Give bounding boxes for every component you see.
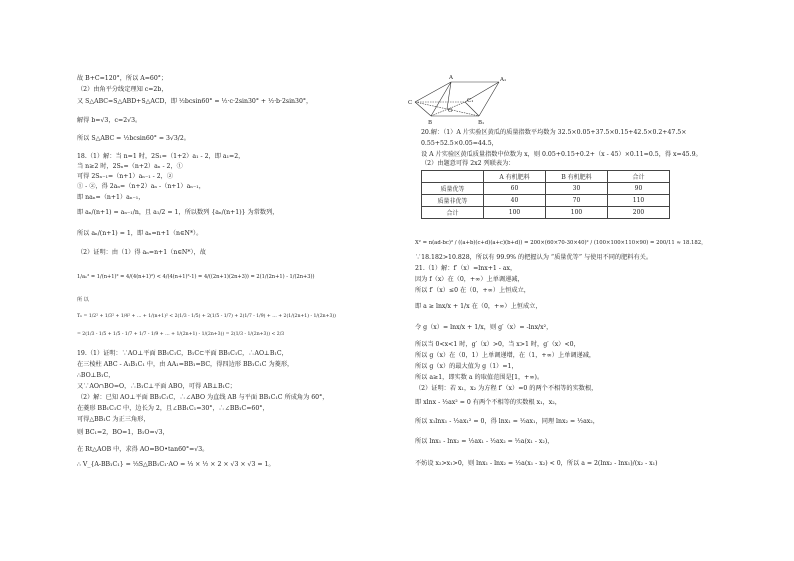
text-line: 所以 S△ABC = ½bcsin60° = 3√3/2。 bbox=[77, 135, 190, 142]
table-header-cell bbox=[422, 171, 484, 183]
table-header-cell: 合计 bbox=[608, 171, 670, 183]
text-line: 解得 b=√3，c=2√3。 bbox=[77, 117, 142, 124]
text-line: 所以 aₙ/(n+1) = 1，即 aₙ=n+1（n∈N*）。 bbox=[77, 230, 203, 237]
text-line: 所以当 0<x<1 时，g′（x）>0，当 x>1 时，g′（x）<0， bbox=[415, 341, 580, 348]
text-line: 1/aₙ² = 1/(n+1)² = 4/(4(n+1)²) < 4/(4(n+1)²-1) = 4/((2n+1)(2n+3)) = 2(1/(2n+1) - 1/(2n+3)) bbox=[77, 274, 315, 280]
text-line: （2）解：已知 AO⊥平面 BB₁C₁C，∴∠ABO 为直线 AB 与平面 BB₁C₁C 所成角为 60°， bbox=[77, 394, 329, 401]
table-row bbox=[422, 195, 670, 207]
vertex-label-b1: B₁ bbox=[478, 120, 485, 126]
text-line: ∴BO⊥B₁C， bbox=[77, 372, 115, 379]
text-line: 即 a ≥ lnx/x + 1/x 在（0，+∞）上恒成立， bbox=[415, 303, 542, 310]
text-line: Χ² = n(ad-bc)² / ((a+b)(c+d)(a+c)(b+d)) = 200×(60×70-30×40)² / (100×100×110×90) = 200/11 ≈ 18.182， bbox=[415, 240, 707, 246]
text-line: ∴ V_{A-BB₁C₁} = ⅓S△BB₁C₁·AO = ⅓ × ½ × 2 × √3 × √3 = 1。 bbox=[77, 461, 275, 468]
text-line: （2）证明：由（1）得 aₙ=n+1（n∈N*），故 bbox=[77, 249, 206, 256]
text-line: 所以 g（x）在（0，1）上单调递增，在（1，+∞）上单调递减， bbox=[415, 352, 596, 359]
table-row bbox=[422, 183, 670, 195]
text-line: 所以 f′（x）≤0 在（0，+∞）上恒成立， bbox=[415, 287, 530, 294]
text-line: （2）由角平分线定理知 c=2b， bbox=[77, 86, 168, 93]
text-line: 又∵AO∩BO=O，∴B₁C⊥平面 ABO，可得 AB⊥B₁C； bbox=[77, 383, 236, 390]
text-line: 令 g（x）= lnx/x + 1/x，则 g′（x）= -lnx/x²， bbox=[415, 324, 553, 331]
text-line: 设 A 片实验区黄瓜质量指数中位数为 x，则 0.05+0.15+0.2+（x - 45）×0.11=0.5，得 x=45.9。 bbox=[421, 151, 702, 158]
table-cell: 90 bbox=[608, 183, 670, 195]
table-cell: 质量优等 bbox=[422, 183, 484, 195]
text-line: Tₙ = 1/2² + 1/3² + 1/4² + … + 1/(n+1)² < 2(1/3 - 1/5) + 2(1/5 - 1/7) + 2(1/7 - 1/9) + … + 2(1/(2n+1) - 1/(2n+3)) bbox=[77, 314, 336, 319]
table-cell: 100 bbox=[546, 207, 608, 219]
text-line: 又 S△ABC=S△ABD+S△ACD，即 ½bcsin60° = ½·c·2sin30° + ½·b·2sin30°， bbox=[77, 98, 313, 105]
text-line: （2）由题意可得 2x2 列联表为： bbox=[421, 160, 515, 167]
text-line: 19.（1）证明：∵AO⊥平面 BB₁C₁C，B₁C⊂平面 BB₁C₁C，∴AO⊥B₁C， bbox=[77, 350, 288, 357]
text-line: ① - ②，得 2aₙ=（n+2）aₙ -（n+1）aₙ₋₁， bbox=[77, 183, 205, 190]
text-line: = 2(1/3 - 1/5 + 1/5 - 1/7 + 1/7 - 1/9 + … + 1/(2n+1) - 1/(2n+3)) = 2(1/3 - 1/(2n+3)) < 2/3 bbox=[77, 332, 285, 337]
text-line: （2）证明：若 x₁，x₂ 为方程 f′（x）=0 的两个不相等的实数根， bbox=[415, 385, 598, 392]
table-cell: 110 bbox=[608, 195, 670, 207]
text-line: ∵18.182>10.828，所以有 99.9% 的把握认为 “质量优等” 与使用不同的肥料有关。 bbox=[415, 254, 653, 261]
text-line: 所以 lnx₁ - lnx₂ = ½ax₁ - ½ax₂ = ½a(x₁ - x₂)， bbox=[415, 438, 554, 445]
text-line: 20.解：（1）A 片实验区黄瓜的质量指数平均数为 32.5×0.05+37.5×0.15+42.5×0.2+47.5× bbox=[421, 129, 687, 136]
text-line: 所以 a≥1，即实数 a 的取值范围是[1，+∞)。 bbox=[415, 374, 544, 381]
table-row bbox=[422, 207, 670, 219]
vertex-label-a1: A₁ bbox=[500, 77, 507, 83]
table-cell: 70 bbox=[546, 195, 608, 207]
text-line: 因为 f（x）在（0，+∞）上单调递减， bbox=[415, 276, 524, 283]
text-line: 所以 g（x）的最大值为 g（1）=1， bbox=[415, 363, 518, 370]
text-line: 即 aₙ/(n+1) = aₙ₋₁/n，且 a₁/2 = 1，所以数列 {aₙ/(n+1)} 为常数列， bbox=[77, 209, 279, 216]
text-line: 21.（1）解：f′（x）=lnx+1 - ax， bbox=[415, 265, 517, 272]
table-cell: 30 bbox=[546, 183, 608, 195]
text-line: 则 BC₁=2，BO=1，B₁O=√3， bbox=[77, 429, 169, 436]
right-column bbox=[397, 0, 794, 561]
text-line: 在菱形 BB₁C₁C 中，边长为 2，且∠BB₁C₁=30°，∴∠BB₁C=60°， bbox=[77, 405, 269, 412]
table-cell: 60 bbox=[484, 183, 546, 195]
table-cell: 200 bbox=[608, 207, 670, 219]
text-line: 在 Rt△AOB 中，求得 AO=BO•tan60°=√3。 bbox=[77, 446, 209, 453]
text-line: 当 n≥2 时，2Sₙ=（n+2）aₙ - 2，① bbox=[77, 163, 183, 170]
table-header-row bbox=[422, 171, 670, 183]
text-line: 所以 x₁lnx₁ - ½ax₁² = 0，得 lnx₁ = ½ax₁，同理 lnx₂ = ½ax₂， bbox=[415, 418, 599, 425]
vertex-label-o: O bbox=[448, 108, 453, 114]
text-line: 所 以 bbox=[77, 297, 89, 303]
text-line: 故 B+C=120°，所以 A=60°； bbox=[77, 75, 168, 82]
text-line: 在三棱柱 ABC - A₁B₁C₁ 中，由 AA₁=BB₁=BC，得四边形 BB₁C₁C 为菱形， bbox=[77, 361, 294, 368]
vertex-label-c: C bbox=[408, 100, 413, 106]
table-cell: 质量非优等 bbox=[422, 195, 484, 207]
table-cell: 40 bbox=[484, 195, 546, 207]
table-cell: 合计 bbox=[422, 207, 484, 219]
table-header-cell: A 有机肥料 bbox=[484, 171, 546, 183]
vertex-label-a: A bbox=[449, 75, 453, 81]
text-line: 可得 2Sₙ₋₁=（n+1）aₙ₋₁ - 2，② bbox=[77, 173, 174, 180]
vertex-label-b: B bbox=[428, 120, 433, 126]
text-line: 即 naₙ=（n+1）aₙ₋₁， bbox=[77, 194, 145, 201]
text-line: 0.55+52.5×0.05=44.5， bbox=[421, 140, 498, 147]
text-line: 18.（1）解：当 n=1 时，2S₁=（1+2）a₁ - 2，即 a₁=2， bbox=[77, 153, 245, 160]
contingency-table bbox=[421, 170, 670, 219]
table-header-cell: B 有机肥料 bbox=[546, 171, 608, 183]
table-cell: 100 bbox=[484, 207, 546, 219]
vertex-label-c1: C₁ bbox=[467, 98, 474, 104]
text-line: 可得△BB₁C 为正三角形， bbox=[77, 416, 150, 423]
text-line: 即 xlnx - ½ax² = 0 有两个不相等的实数根 x₁，x₂， bbox=[415, 399, 561, 406]
text-line: 不妨设 x₂>x₁>0，则 lnx₁ - lnx₂ = ½a(x₁ - x₂) < 0，所以 a = 2(lnx₂ - lnx₁)/(x₂ - x₁) bbox=[415, 460, 658, 467]
